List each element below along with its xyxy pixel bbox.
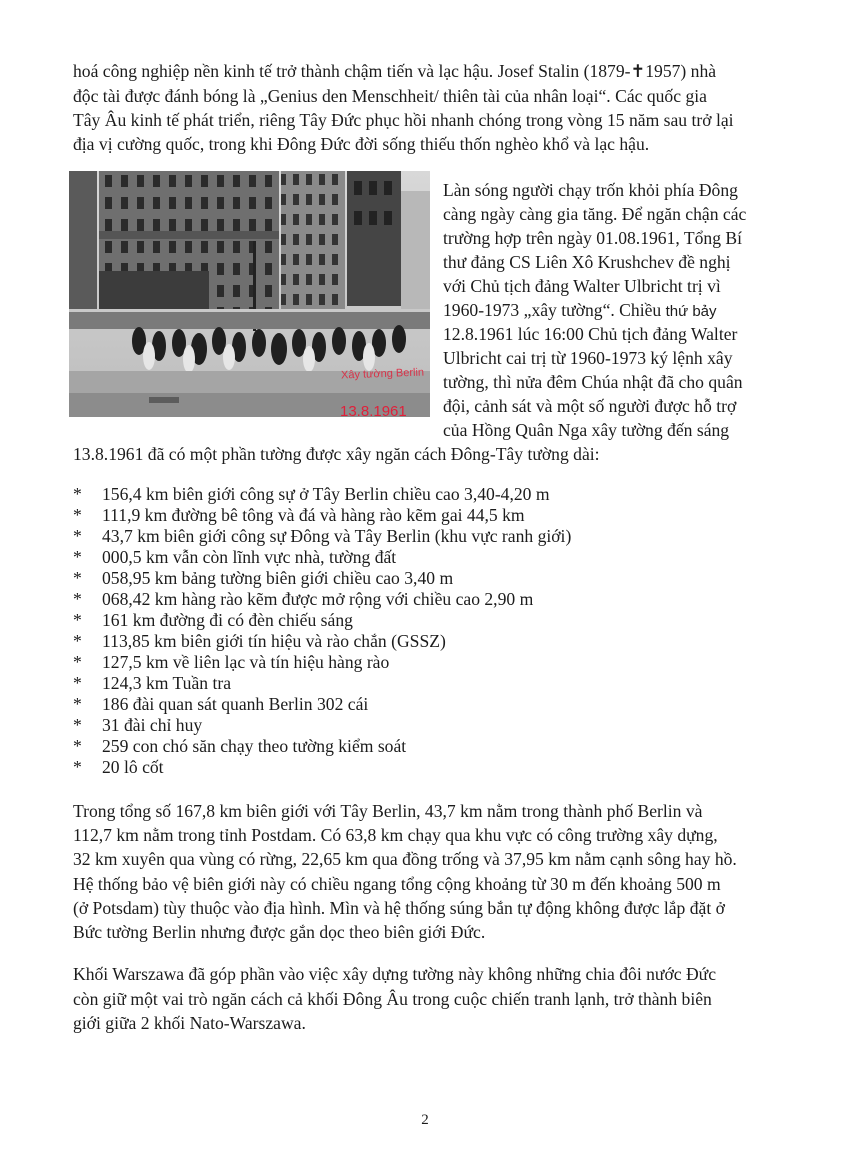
bullet-marker: * [73,694,82,714]
list-item-text: 186 đài quan sát quanh Berlin 302 cái [102,694,369,714]
bullet-marker: * [73,505,82,525]
para2-line-5: (ở Potsdam) tùy thuộc vào địa hình. Mìn và hệ thống súng bắn tự động không được lắp đặt ở [73,898,725,918]
list-item-text: 161 km đường đi có đèn chiếu sáng [102,610,353,630]
intro-line-2: độc tài được đánh bóng là „Genius den Menschheit/ thiên tài của nhân loại“. Các quốc gia [73,86,707,106]
para3-line-3: giới giữa 2 khối Nato-Warszawa. [73,1013,306,1033]
list-item-text: 43,7 km biên giới công sự Đông và Tây Berlin (khu vực ranh giới) [102,526,572,546]
wrap-line-1: Làn sóng người chạy trốn khỏi phía Đông [443,180,738,200]
list-item-text: 259 con chó săn chạy theo tường kiểm soát [102,736,407,756]
wrap-line-8: Ulbricht cai trị từ 1960-1973 ký lệnh xây [443,348,733,368]
wrap-line-5: với Chủ tịch đảng Walter Ulbricht trị vì [443,276,721,296]
photo-caption-red: Xây tường Berlin [340,366,425,382]
list-item-text: 068,42 km hàng rào kẽm được mở rộng với chiều cao 2,90 m [102,589,534,609]
wrap-line-6 [443,298,717,324]
list-item [73,755,164,779]
list-item-text: 127,5 km về liên lạc và tín hiệu hàng rào [102,652,390,672]
bullet-marker: * [73,526,82,546]
bullet-marker: * [73,589,82,609]
wrap-line-10: đội, cảnh sát và một số người được hỗ trợ [443,396,737,416]
bullet-marker: * [73,673,82,693]
list-item-text: 058,95 km bảng tường biên giới chiều cao 3,40 m [102,568,454,588]
bullet-marker: * [73,484,82,504]
list-item-text: 156,4 km biên giới công sự ở Tây Berlin chiều cao 3,40-4,20 m [102,484,550,504]
wrap-line-6-small: thứ bảy [665,303,717,320]
list-item-text: 111,9 km đường bê tông và đá và hàng rào kẽm gai 44,5 km [102,505,525,525]
bullet-marker: * [73,652,82,672]
para2-line-2: 112,7 km nằm trong tỉnh Postdam. Có 63,8 km chạy qua khu vực có công trường xây dựng, [73,825,718,845]
bullet-marker: * [73,568,82,588]
list-item-text: 113,85 km biên giới tín hiệu và rào chắn (GSSZ) [102,631,446,651]
wrap-line-6-text: 1960-1973 „xây tường“. Chiều [443,300,662,320]
para3-line-2: còn giữ một vai trò ngăn cách cả khối Đông Âu trong cuộc chiến tranh lạnh, trở thành biên [73,989,712,1009]
list-item-text: 124,3 km Tuần tra [102,673,232,693]
para2-line-4: Hệ thống bảo vệ biên giới này có chiều ngang tổng cộng khoảng từ 30 m đến khoảng 500 m [73,874,721,894]
bullet-marker: * [73,736,82,756]
wrap-line-2: càng ngày càng gia tăng. Để ngăn chận các [443,204,747,224]
bullet-marker: * [73,631,82,651]
para2-line-1: Trong tổng số 167,8 km biên giới với Tây Berlin, 43,7 km nằm trong thành phố Berlin và [73,801,703,821]
list-item-text: 31 đài chỉ huy [102,715,203,735]
bullet-marker: * [73,715,82,735]
wrap-line-3: trường hợp trên ngày 01.08.1961, Tổng Bí [443,228,743,248]
wrap-line-9: tường, thì nửa đêm Chúa nhật đã cho quân [443,372,743,392]
bullet-marker: * [73,610,82,630]
bullet-marker: * [73,757,82,777]
wrap-line-11: của Hồng Quân Nga xây tường đến sáng [443,420,730,440]
list-item-text: 20 lô cốt [102,757,164,777]
intro-line-4: địa vị cường quốc, trong khi Đông Đức đời sống thiếu thốn nghèo khổ và lạc hậu. [73,134,650,154]
wrap-line-7: 12.8.1961 lúc 16:00 Chủ tịch đảng Walter [443,324,738,344]
para3-line-1: Khối Warszawa đã góp phần vào việc xây dựng tường này không những chia đôi nước Đức [73,964,717,984]
list-item-text: 000,5 km vẫn còn lĩnh vực nhà, tường đất [102,547,397,567]
wrap-line-4: thư đảng CS Liên Xô Krushchev đề nghị [443,252,731,272]
para2-line-6: Bức tường Berlin nhưng được gắn dọc theo biên giới Đức. [73,922,486,942]
full-width-line: 13.8.1961 đã có một phần tường được xây ngăn cách Đông-Tây tường dài: [73,444,600,464]
intro-line-1: hoá công nghiệp nền kinh tế trở thành chậm tiến và lạc hậu. Josef Stalin (1879-✝1957) nhà [73,61,717,81]
bullet-marker: * [73,547,82,567]
para2-line-3: 32 km xuyên qua vùng có rừng, 22,65 km qua đồng trống và 37,95 km nằm cạnh sông hay hồ. [73,849,737,869]
page-number: 2 [421,1112,429,1128]
photo-caption-date: 13.8.1961 [340,403,407,420]
intro-line-3: Tây Âu kinh tế phát triển, riêng Tây Đức phục hồi nhanh chóng trong vòng 15 năm sau trở lại [73,110,734,130]
